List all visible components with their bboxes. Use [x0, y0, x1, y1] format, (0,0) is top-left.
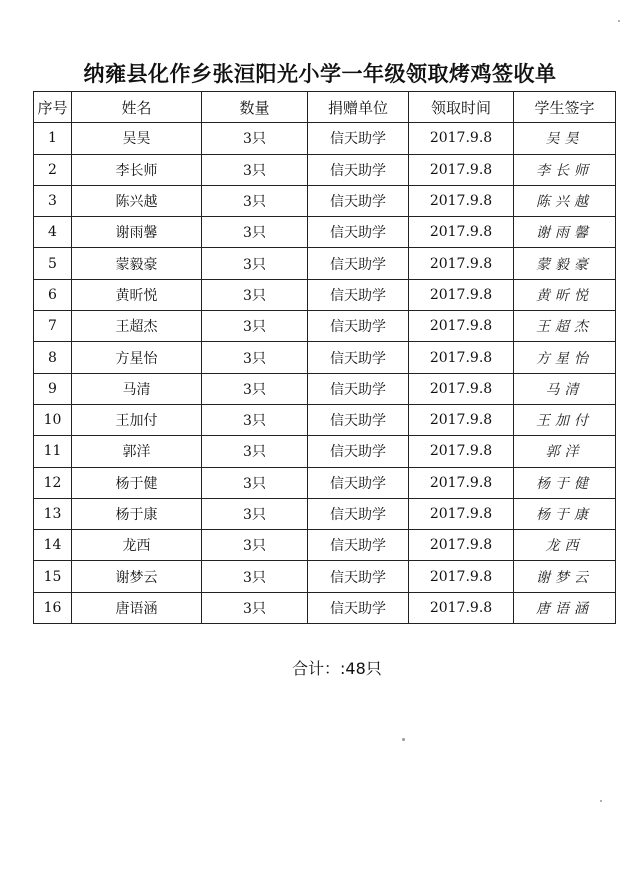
header-quantity: 数量 [202, 92, 308, 123]
cell-name: 谢梦云 [72, 561, 202, 592]
cell-name: 谢雨馨 [72, 217, 202, 248]
cell-signature: 杨于康 [514, 498, 616, 529]
cell-quantity: 3只 [202, 248, 308, 279]
header-no: 序号 [34, 92, 72, 123]
cell-date: 2017.9.8 [409, 185, 514, 216]
cell-signature: 谢雨馨 [514, 217, 616, 248]
cell-no: 6 [34, 279, 72, 310]
sign-off-table [33, 91, 616, 624]
cell-date: 2017.9.8 [409, 561, 514, 592]
table-row [34, 123, 616, 154]
cell-donor: 信天助学 [308, 154, 409, 185]
cell-quantity: 3只 [202, 530, 308, 561]
header-signature: 学生签字 [514, 92, 616, 123]
cell-date: 2017.9.8 [409, 279, 514, 310]
cell-name: 黄昕悦 [72, 279, 202, 310]
table-row [34, 185, 616, 216]
cell-quantity: 3只 [202, 498, 308, 529]
cell-no: 13 [34, 498, 72, 529]
cell-date: 2017.9.8 [409, 248, 514, 279]
cell-date: 2017.9.8 [409, 342, 514, 373]
cell-no: 5 [34, 248, 72, 279]
cell-date: 2017.9.8 [409, 217, 514, 248]
cell-donor: 信天助学 [308, 311, 409, 342]
cell-quantity: 3只 [202, 185, 308, 216]
header-donor: 捐赠单位 [308, 92, 409, 123]
cell-no: 16 [34, 592, 72, 623]
cell-name: 王超杰 [72, 311, 202, 342]
table-row [34, 248, 616, 279]
cell-signature: 吴昊 [514, 123, 616, 154]
scan-speck [618, 20, 620, 22]
cell-donor: 信天助学 [308, 279, 409, 310]
cell-no: 4 [34, 217, 72, 248]
cell-date: 2017.9.8 [409, 154, 514, 185]
cell-no: 2 [34, 154, 72, 185]
cell-no: 8 [34, 342, 72, 373]
cell-name: 蒙毅豪 [72, 248, 202, 279]
cell-signature: 谢梦云 [514, 561, 616, 592]
scan-speck [402, 738, 405, 741]
cell-date: 2017.9.8 [409, 530, 514, 561]
cell-quantity: 3只 [202, 561, 308, 592]
cell-donor: 信天助学 [308, 530, 409, 561]
cell-name: 李长师 [72, 154, 202, 185]
cell-signature: 陈兴越 [514, 185, 616, 216]
cell-name: 马清 [72, 373, 202, 404]
cell-no: 3 [34, 185, 72, 216]
cell-donor: 信天助学 [308, 467, 409, 498]
cell-name: 陈兴越 [72, 185, 202, 216]
cell-no: 12 [34, 467, 72, 498]
cell-name: 龙西 [72, 530, 202, 561]
cell-quantity: 3只 [202, 123, 308, 154]
cell-name: 王加付 [72, 404, 202, 435]
cell-date: 2017.9.8 [409, 467, 514, 498]
cell-no: 14 [34, 530, 72, 561]
cell-no: 7 [34, 311, 72, 342]
cell-signature: 黄昕悦 [514, 279, 616, 310]
cell-no: 9 [34, 373, 72, 404]
table-row [34, 498, 616, 529]
cell-quantity: 3只 [202, 311, 308, 342]
cell-quantity: 3只 [202, 373, 308, 404]
table-row [34, 467, 616, 498]
cell-donor: 信天助学 [308, 561, 409, 592]
cell-no: 10 [34, 404, 72, 435]
cell-date: 2017.9.8 [409, 498, 514, 529]
cell-signature: 王超杰 [514, 311, 616, 342]
cell-donor: 信天助学 [308, 373, 409, 404]
cell-signature: 王加付 [514, 404, 616, 435]
cell-date: 2017.9.8 [409, 123, 514, 154]
total-label: 合计：:48只 [292, 659, 382, 678]
cell-date: 2017.9.8 [409, 404, 514, 435]
cell-date: 2017.9.8 [409, 311, 514, 342]
cell-signature: 李长师 [514, 154, 616, 185]
cell-signature: 蒙毅豪 [514, 248, 616, 279]
cell-donor: 信天助学 [308, 342, 409, 373]
table-row [34, 404, 616, 435]
header-name: 姓名 [72, 92, 202, 123]
cell-name: 杨于健 [72, 467, 202, 498]
cell-signature: 方星怡 [514, 342, 616, 373]
cell-name: 唐语涵 [72, 592, 202, 623]
table-row [34, 530, 616, 561]
cell-donor: 信天助学 [308, 185, 409, 216]
cell-quantity: 3只 [202, 279, 308, 310]
cell-date: 2017.9.8 [409, 592, 514, 623]
cell-donor: 信天助学 [308, 498, 409, 529]
cell-quantity: 3只 [202, 436, 308, 467]
table-row [34, 311, 616, 342]
cell-signature: 龙西 [514, 530, 616, 561]
cell-quantity: 3只 [202, 592, 308, 623]
cell-signature: 唐语涵 [514, 592, 616, 623]
table-row [34, 436, 616, 467]
cell-donor: 信天助学 [308, 123, 409, 154]
page-title: 纳雍县化作乡张洹阳光小学一年级领取烤鸡签收单 [83, 62, 557, 86]
cell-donor: 信天助学 [308, 436, 409, 467]
cell-name: 吴昊 [72, 123, 202, 154]
table-row [34, 373, 616, 404]
cell-donor: 信天助学 [308, 248, 409, 279]
cell-no: 15 [34, 561, 72, 592]
header-date: 领取时间 [409, 92, 514, 123]
cell-donor: 信天助学 [308, 217, 409, 248]
table-row [34, 592, 616, 623]
cell-name: 郭洋 [72, 436, 202, 467]
cell-quantity: 3只 [202, 217, 308, 248]
scan-speck [600, 800, 602, 802]
cell-date: 2017.9.8 [409, 373, 514, 404]
cell-quantity: 3只 [202, 404, 308, 435]
cell-name: 杨于康 [72, 498, 202, 529]
cell-date: 2017.9.8 [409, 436, 514, 467]
table-row [34, 279, 616, 310]
header-row [34, 92, 616, 123]
cell-donor: 信天助学 [308, 592, 409, 623]
table-row [34, 154, 616, 185]
cell-signature: 马清 [514, 373, 616, 404]
cell-quantity: 3只 [202, 154, 308, 185]
table-row [34, 561, 616, 592]
cell-signature: 杨于健 [514, 467, 616, 498]
cell-donor: 信天助学 [308, 404, 409, 435]
cell-quantity: 3只 [202, 342, 308, 373]
cell-no: 11 [34, 436, 72, 467]
cell-no: 1 [34, 123, 72, 154]
table-row [34, 342, 616, 373]
cell-signature: 郭洋 [514, 436, 616, 467]
cell-name: 方星怡 [72, 342, 202, 373]
table-row [34, 217, 616, 248]
cell-quantity: 3只 [202, 467, 308, 498]
